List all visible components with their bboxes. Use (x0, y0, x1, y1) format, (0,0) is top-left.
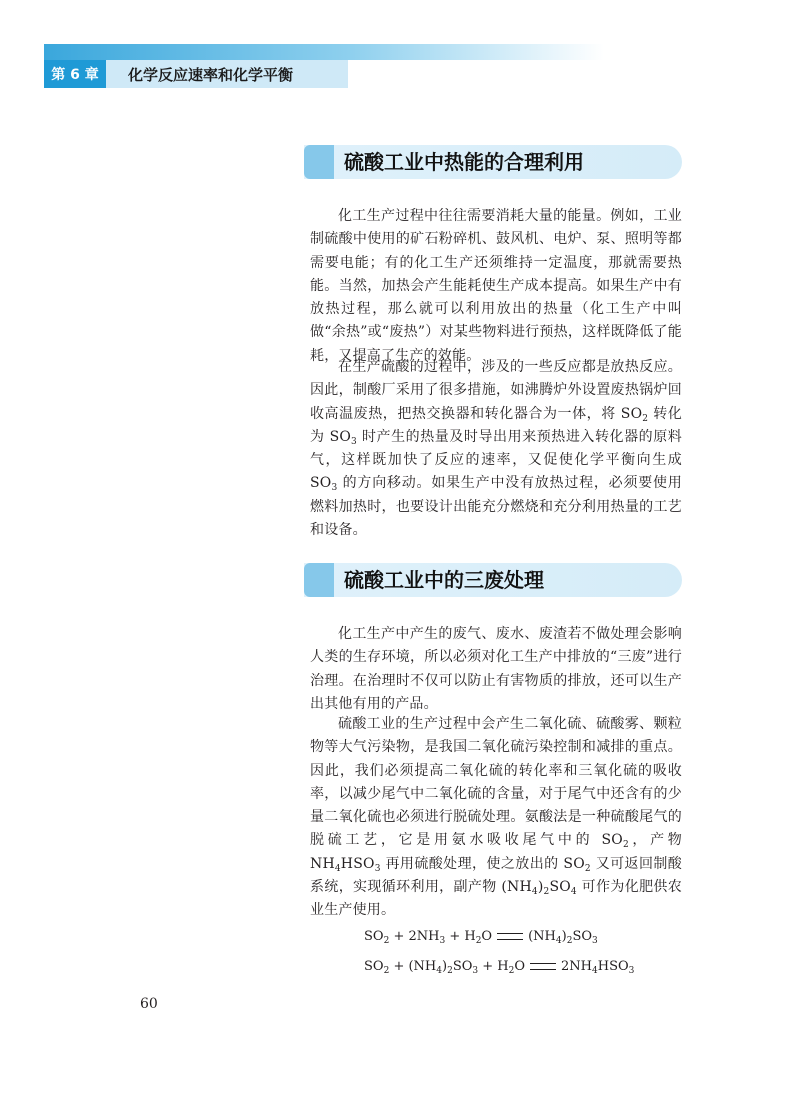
subscript: 2 (543, 887, 550, 898)
paragraph: 化工生产中产生的废气、废水、废渣若不做处理会影响人类的生存环境，所以必须对化工生产中排放的“三废”进行治理。在治理时不仅可以防止有害物质的排放，还可以生产出其他有用的产品。 (310, 626, 682, 712)
subscript: 3 (439, 936, 446, 946)
paragraph: 化工生产过程中往往需要消耗大量的能量。例如，工业制硫酸中使用的矿石粉碎机、鼓风机、电炉、泵、照明等都需要电能；有的化工生产还须维持一定温度，那就需要热能。当然，加热会产生能耗使生产成本提高。如果生产中有放热过程，那么就可以利用放出的热量（化工生产中叫做“余热”或“废热”）对某些物料进行预热，这样既降低了能耗，又提高了生产的效能。 (310, 208, 682, 364)
subscript: 4 (555, 936, 562, 946)
heading-accent-block (304, 563, 334, 597)
equation-products: $2NH_4HSO_3$ (561, 959, 635, 976)
subscript: 2 (566, 936, 573, 946)
chemical-equation (364, 927, 598, 947)
subscript: 4 (592, 966, 598, 976)
subscript: 2 (383, 966, 390, 976)
paragraph: 在生产硫酸的过程中，涉及的一些反应都是放热反应。因此，制酸厂采用了很多措施，如沸腾炉外设置废热锅炉回收高温废热，把热交换器和转化器合为一体，将 $SO_2$ 转化为 $SO_3$ 时产生的热量及时导出用来预热进入转化器的原料气，这样既加快了反应的速率，又促使化学平衡向生成 $SO_3$ 的方向移动。如果生产中没有放热过程，必须要使用燃料加热时，也要设计出能充分燃烧和充分利用热量的工艺和设备。 (310, 359, 682, 539)
subscript: 3 (472, 966, 479, 976)
chapter-title: 化学反应速率和化学平衡 (128, 65, 294, 84)
subscript: 4 (570, 887, 577, 898)
chapter-label: 第 6 章 (51, 67, 99, 83)
subscript: 2 (447, 966, 453, 976)
subscript: 3 (331, 483, 338, 494)
subscript: 3 (351, 436, 357, 447)
subscript: 4 (334, 863, 341, 874)
equals-sign-icon (530, 963, 556, 970)
subscript: 2 (584, 863, 591, 874)
page-number: 60 (140, 996, 158, 1012)
paragraph: 硫酸工业的生产过程中会产生二氧化硫、硫酸雾、颗粒物等大气污染物，是我国二氧化硫污染控制和减排的重点。因此，我们必须提高二氧化硫的转化率和三氧化硫的吸收率，以减少尾气中二氧化硫的含量，对于尾气中还含有的少量二氧化硫也必须进行脱硫处理。氨酸法是一种硫酸尾气的脱硫工艺，它是用氨水吸收尾气中的 $SO_2$，产物 $NH_4HSO_3$ 再用硫酸处理，使之放出的 $SO_2$ 又可返回制酸系统，实现循环利用，副产物 $(NH_4)_2SO_4$ 可作为化肥供农业生产使用。 (310, 716, 682, 919)
subscript: 4 (436, 966, 442, 976)
subscript: 2 (383, 936, 390, 946)
subscript: 4 (531, 887, 538, 898)
subscript: 2 (642, 413, 649, 424)
equation-products: $(NH_4)_2SO_3$ (528, 929, 598, 946)
subscript: 3 (592, 936, 598, 946)
section-title: 硫酸工业中的三废处理 (344, 568, 544, 592)
subscript: 3 (374, 863, 381, 874)
subscript: 2 (622, 840, 629, 851)
header-decoration-bar (44, 44, 604, 60)
section-title: 硫酸工业中热能的合理利用 (344, 150, 584, 174)
equation-reactants: $SO_2 + (NH_4)_2SO_3 + H_2O$ (364, 959, 526, 976)
subscript: 2 (475, 936, 482, 946)
subscript: 3 (628, 966, 635, 976)
equation-reactants: $SO_2 + 2NH_3 + H_2O$ (364, 929, 493, 946)
subscript: 2 (508, 966, 515, 976)
section-heading-heat-utilization (304, 145, 682, 179)
chemical-equation (364, 957, 634, 977)
chapter-badge (44, 60, 106, 88)
section-heading-waste-treatment (304, 563, 682, 597)
equals-sign-icon (497, 933, 523, 940)
chapter-title-bar (106, 60, 348, 88)
heading-accent-block (304, 145, 334, 179)
